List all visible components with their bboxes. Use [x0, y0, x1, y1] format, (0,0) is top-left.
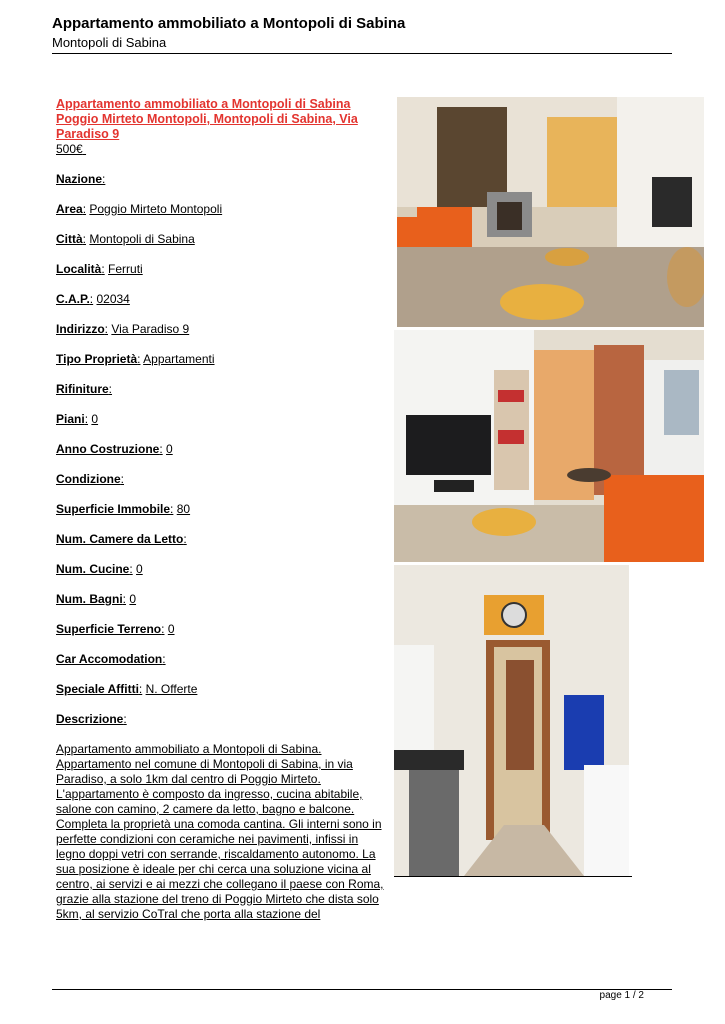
listing-price: 500€: [56, 142, 83, 156]
header-divider: [52, 53, 672, 54]
field-value: 0: [129, 592, 137, 606]
field-label: Speciale Affitti: [56, 682, 139, 696]
living-room-photo: [397, 97, 704, 327]
field-row: [56, 352, 386, 367]
field-label: Indirizzo: [56, 322, 105, 336]
footer-divider: [52, 989, 672, 990]
field-separator: :: [102, 172, 106, 186]
field-separator: :: [129, 562, 133, 576]
field-value: 80: [176, 502, 191, 516]
field-label: Rifiniture: [56, 382, 109, 396]
field-label: Car Accomodation: [56, 652, 163, 666]
field-separator: :: [89, 292, 94, 306]
field-row: [56, 652, 386, 667]
field-label: Tipo Proprietà: [56, 352, 138, 366]
field-row: [56, 622, 386, 637]
field-row: [56, 472, 386, 487]
kitchen-photo: [394, 565, 629, 876]
field-label: Nazione: [56, 172, 103, 186]
field-value: Ferruti: [108, 262, 143, 276]
field-separator: :: [122, 592, 127, 606]
field-row: [56, 262, 386, 277]
field-label: Anno Costruzione: [56, 442, 160, 456]
field-label: Città: [56, 232, 83, 246]
field-row: [56, 712, 386, 727]
field-label: Superficie Terreno: [56, 622, 162, 636]
field-separator: :: [138, 682, 143, 696]
field-label: Superficie Immobile: [56, 502, 171, 516]
photo-underline: [394, 876, 632, 877]
field-value: Via Paradiso 9: [111, 322, 190, 336]
field-row: [56, 202, 386, 217]
field-row: [56, 592, 386, 607]
field-separator: :: [161, 622, 165, 636]
field-value: 02034: [96, 292, 130, 306]
field-value: N. Offerte: [145, 682, 198, 696]
field-separator: :: [82, 232, 87, 246]
field-separator: :: [123, 712, 127, 726]
field-row: [56, 232, 386, 247]
field-label: Descrizione: [56, 712, 124, 726]
field-value: Montopoli di Sabina: [89, 232, 195, 246]
field-label: Area: [56, 202, 83, 216]
field-separator: :: [108, 382, 113, 396]
field-separator: :: [137, 352, 141, 366]
field-row: [56, 292, 386, 307]
tv-area-photo: [394, 330, 704, 562]
field-separator: :: [84, 412, 89, 426]
page-header-subtitle: Montopoli di Sabina: [52, 35, 167, 50]
field-row: [56, 682, 386, 697]
field-value: 0: [91, 412, 99, 426]
description-text: Appartamento ammobiliato a Montopoli di Sabina. Appartamento nel comune di Montopoli di Sabina, in via Paradiso, a solo 1km dal centro di Poggio Mirteto. L'appartamento è composto da ingresso, cucina abitabile, salone con camino, 2 camere da letto, bagno e balcone. Completa la proprietà una comoda cantina. Gli interni sono in perfette condizioni con ceramiche nei pavimenti, infissi in legno doppi vetri con serrande, riscaldamento autonomo. La sua posizione è ideale per chi cerca una soluzione vicina al centro, ai servizi e ai mezzi che collegano il paese con Roma, grazie alla stazione del treno di Poggio Mirteto che dista solo 5km, al servizio CoTral che porta alla stazione del: [56, 742, 384, 921]
field-separator: :: [104, 322, 109, 336]
field-label: Num. Camere da Letto: [56, 532, 184, 546]
field-separator: :: [183, 532, 187, 546]
field-row: [56, 412, 386, 427]
field-label: Località: [56, 262, 102, 276]
field-label: Condizione: [56, 472, 121, 486]
field-separator: :: [162, 652, 166, 666]
field-value: 0: [166, 442, 173, 456]
field-separator: :: [170, 502, 174, 516]
field-separator: :: [120, 472, 125, 486]
field-separator: :: [159, 442, 163, 456]
listing-fields: [56, 172, 386, 727]
field-separator: :: [101, 262, 105, 276]
page-number: page 1 / 2: [599, 990, 644, 1001]
field-row: [56, 532, 386, 547]
field-row: [56, 172, 386, 187]
field-row: [56, 382, 386, 397]
page-header-title: Appartamento ammobiliato a Montopoli di Sabina: [52, 15, 406, 32]
field-label: C.A.P.: [56, 292, 90, 306]
field-value: 0: [167, 622, 175, 636]
field-row: [56, 442, 386, 457]
field-value: Appartamenti: [143, 352, 215, 366]
field-separator: :: [82, 202, 87, 216]
field-label: Num. Cucine: [56, 562, 130, 576]
field-value: 0: [136, 562, 143, 576]
listing-details: [56, 97, 386, 922]
listing-title-link[interactable]: Appartamento ammobiliato a Montopoli di Sabina Poggio Mirteto Montopoli, Montopoli di Sabina, Via Paradiso 9: [56, 97, 358, 141]
field-label: Num. Bagni: [56, 592, 123, 606]
field-row: [56, 322, 386, 337]
field-row: [56, 502, 386, 517]
field-row: [56, 562, 386, 577]
field-label: Piani: [56, 412, 85, 426]
field-value: Poggio Mirteto Montopoli: [89, 202, 223, 216]
